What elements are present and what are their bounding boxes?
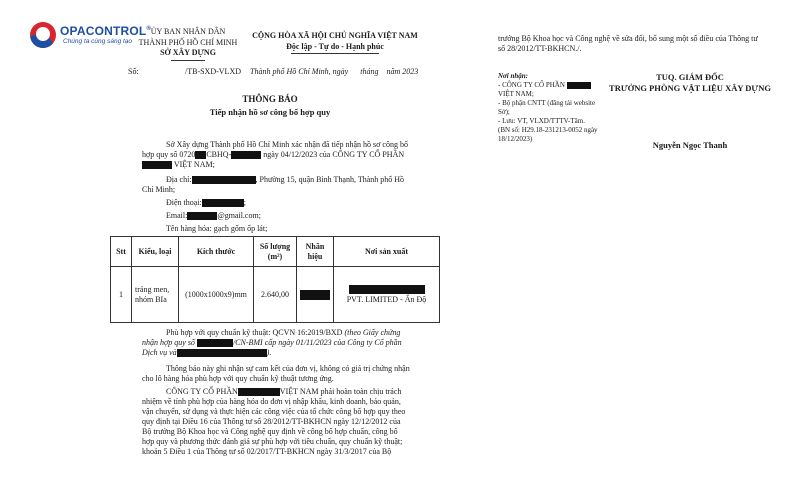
- th-kieu-loai: Kiểu, loại: [132, 237, 179, 267]
- redacted-box: [231, 151, 261, 159]
- th-nhan-hieu: Nhãn hiệu: [297, 237, 334, 267]
- redacted-box: [349, 285, 425, 294]
- header-right: [240, 31, 430, 54]
- logo-slogan: Chúng ta cùng sáng tạo: [63, 38, 133, 45]
- resp-line-e: Bộ trưởng Bộ Khoa học và Công nghệ quy định về công bố hợp chuẩn, công bố: [142, 427, 398, 436]
- continuation-line-a: trưởng Bộ Khoa học và Công nghệ về sửa đổi, bổ sung một số điều của Thông tư: [498, 34, 758, 43]
- recipient-3: - Lưu: VT, VLXD/TTTV-Tâm.: [498, 117, 585, 125]
- national-title: CỘNG HÒA XÃ HỘI CHỦ NGHĨA VIỆT NAM: [252, 31, 418, 40]
- header-left-underline: [171, 60, 205, 61]
- intro-line-b: hợp quy số 0720 CBHQ- ngày 04/12/2023 của CÔNG TY CỔ PHẦN: [142, 150, 405, 159]
- redacted-box: [197, 339, 233, 347]
- redacted-box: [195, 151, 206, 159]
- resp-line-c: vận chuyển, sử dụng và thực hiện các công việc của tổ chức công bố hợp quy theo: [142, 407, 406, 416]
- resp-line-g: khoản 5 Điều 1 của Thông tư số 02/2017/TT-BKHCN ngày 31/3/2017 của Bộ: [142, 447, 392, 456]
- signature-block: [600, 72, 780, 94]
- recipient-4b: 18/12/2023): [498, 135, 533, 143]
- cell-nhan-hieu: [297, 267, 334, 323]
- recipient-2b: Sở);: [498, 108, 510, 116]
- redacted-box: [187, 212, 217, 220]
- doc-subtitle: Tiếp nhận hồ sơ công bố hợp quy: [209, 107, 331, 117]
- sign-title-b: TRƯỞNG PHÒNG VẬT LIỆU XÂY DỰNG: [609, 83, 771, 93]
- redacted-box: [177, 349, 267, 357]
- cell-noi-san-xuat-text: PVT. LIMITED - Ấn Độ: [346, 294, 427, 304]
- intro-line-a: Sở Xây dựng Thành phố Hồ Chí Minh xác nhận đã tiếp nhận hồ sơ công bố: [166, 140, 408, 149]
- th-kich-thuoc: Kích thước: [179, 237, 254, 267]
- recipient-2a: - Bộ phận CNTT (đăng tải website: [498, 99, 596, 107]
- phone-line: Điện thoại: ;: [166, 198, 247, 207]
- th-so-luong: Số lượng (m²): [254, 237, 297, 267]
- recipient-1b: VIỆT NAM;: [498, 90, 534, 98]
- continuation-line-b: số 28/2012/TT-BKHCN./.: [498, 44, 582, 53]
- redacted-box: [300, 290, 330, 300]
- note-line-a: Thông báo này ghi nhận sự cam kết của đơn vị, không có giá trị chứng nhận: [166, 364, 410, 373]
- conformity-line-b: nhận hợp quy số /CN-BMI cấp ngày 01/11/2023 của Công ty Cổ phần: [142, 338, 402, 347]
- redacted-box: [567, 82, 591, 89]
- th-stt: Stt: [111, 237, 132, 267]
- redacted-box: [192, 176, 256, 184]
- th-noi-san-xuat: Nơi sản xuất: [334, 237, 440, 267]
- conformity-line-a: Phù hợp với quy chuẩn kỹ thuật: QCVN 16:2019/BXD (theo Giấy chứng: [166, 328, 401, 337]
- logo-brand: OPACONTROL: [60, 24, 147, 38]
- header-left-line1: ỦY BAN NHÂN DÂN: [150, 27, 226, 36]
- cell-kieu-loai: tráng men, nhóm BIa: [132, 267, 179, 323]
- redacted-box: [202, 199, 244, 207]
- table-row: [111, 267, 440, 323]
- recipients-title: Nơi nhận:: [498, 72, 529, 80]
- cell-noi-san-xuat: [334, 267, 440, 323]
- header-left-line2: THÀNH PHỐ HỒ CHÍ MINH: [138, 37, 238, 47]
- motto-underline: [291, 53, 379, 54]
- resp-line-f: hợp quy và phương thức đánh giá sự phù hợp với tiêu chuẩn, quy chuẩn kỹ thuật;: [142, 437, 403, 446]
- goods-table: [110, 236, 440, 323]
- redacted-box: [238, 388, 280, 396]
- cell-so-luong: 2.640,00: [254, 267, 297, 323]
- recipient-4a: (BN số: H29.18-231213-0052 ngày: [498, 126, 598, 134]
- so-label: Số:: [128, 67, 139, 76]
- cell-kich-thuoc: (1000x1000x9)mm: [179, 267, 254, 323]
- company-logo: [30, 22, 152, 50]
- resp-line-b: nhiệm về tính phù hợp của hàng hóa do đơn vị nhập khẩu, kinh doanh, bảo quản,: [142, 397, 401, 406]
- signer-name: Nguyễn Ngọc Thanh: [652, 140, 728, 150]
- national-motto: Độc lập - Tự do - Hạnh phúc: [286, 41, 384, 51]
- conformity-line-c: Dịch vụ và ).: [142, 348, 272, 357]
- header-left-line3: SỞ XÂY DỰNG: [160, 48, 216, 57]
- resp-line-a: CÔNG TY CỔ PHẦN VIỆT NAM phải hoàn toàn chịu trách: [166, 387, 402, 396]
- cell-stt: 1: [111, 267, 132, 323]
- goods-name-line: Tên hàng hóa: gạch gốm ốp lát;: [166, 224, 268, 233]
- logo-reg: ®: [146, 26, 152, 32]
- date-line: Thành phố Hồ Chí Minh, ngày tháng năm 2023: [250, 67, 419, 76]
- redacted-box: [142, 161, 172, 169]
- header-left: [128, 27, 248, 60]
- doc-title: THÔNG BÁO: [242, 94, 298, 104]
- resp-line-d: quy định tại Điều 16 của Thông tư số 28/2012/TT-BKHCN ngày 12/12/2012 của: [142, 417, 401, 426]
- email-line: Email: @gmail.com;: [166, 211, 261, 220]
- so-value: /TB-SXD-VLXD: [185, 67, 241, 76]
- logo-circle-icon: [30, 22, 56, 48]
- address-line: Địa chỉ: , Phường 15, quận Bình Thạnh, Thành phố Hồ: [166, 175, 405, 184]
- address-cont: Chí Minh;: [142, 185, 176, 194]
- note-line-b: cho lô hàng hóa phù hợp với quy chuẩn kỹ thuật tương ứng.: [142, 374, 334, 383]
- intro-line-c: VIỆT NAM;: [142, 160, 215, 171]
- recipient-1a: - CÔNG TY CỔ PHẦN: [498, 81, 565, 89]
- sign-title-a: TUQ. GIÁM ĐỐC: [656, 72, 724, 82]
- table-header-row: [111, 237, 440, 267]
